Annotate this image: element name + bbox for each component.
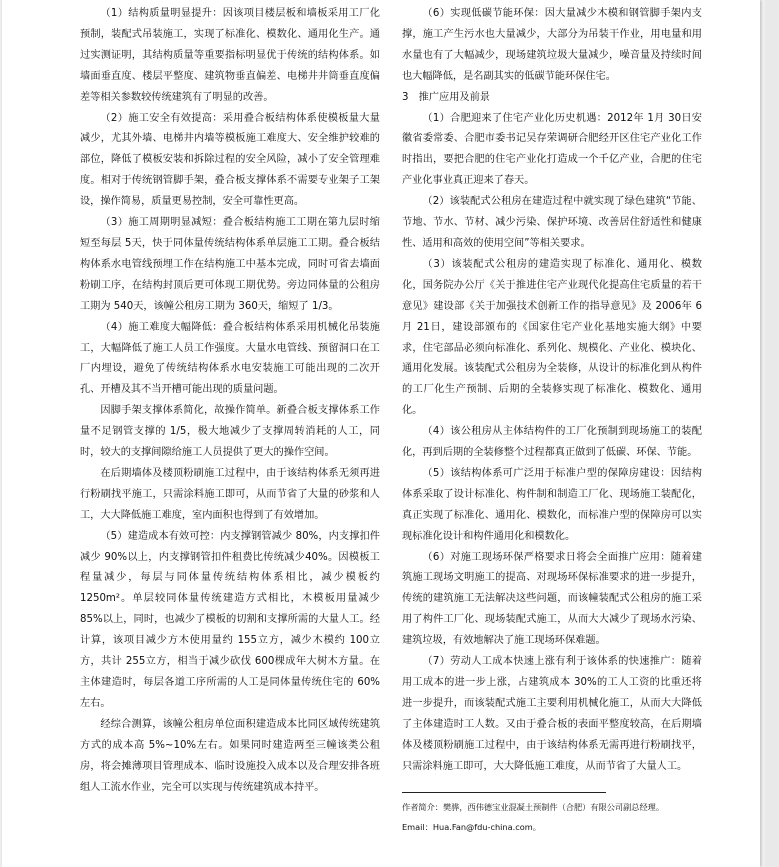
author-bio: 作者简介：樊骅，西伟德宝业混凝土预制件（合肥）有限公司副总经理。: [402, 801, 665, 812]
paragraph-green-building: （2）该装配式公租房在建造过程中就实现了绿色建筑“节能、节地、节水、节材、减少污染、保护环境、改善居住舒适性和健康性、适用和高效的使用空间”等相关要求。: [402, 196, 702, 249]
paragraph-cost-control: （5）建造成本有效可控：内支撑钢管减少 80%，内支撑扣件减少 90%以上，内支撑钢管扣件租费比传统减少40%。因模板工程量减少，每层与同体量传统结构体系相比，减少模板约 1250m²。单层较同体量传统建造方式相比，木模板用量减少 85%以上，同时，也减少了模板的切割和支撑所需的大量人工。经计算，该项目减少方木使用量约 155立方，减少木模约 100立方，共计 255立方，相当于减少砍伐 600棵成年大树木方量。在主体建造时，每层各道工序所需的人工是同体量传统住宅的 60%左右。: [80, 530, 380, 709]
paragraph-labor-cost: （7）劳动人工成本快速上涨有利于该体系的快速推广：随着用工成本的进一步上涨，占建筑成本 30%的工人工资的比重还将进一步提升，而该装配式施工主要利用机械化施工，从而大大降低了主体建造时工人数。又由于叠合板的表面平整度较高，在后期墙体及楼顶粉刷施工过程中，由于该结构体系无需再进行粉刷找平，只需涂料施工即可，大大降低施工难度，从而节省了大量人工。: [402, 656, 702, 772]
paragraph-construction-period: （3）施工周期明显减短：叠合板结构施工工期在第九层时缩短至每层 5天，快于同体量传统结构体系单层施工工期。叠合板结构体系水电管线预埋工作在结构施工中基本完成，同时可省去墙面粉刷工序，在结构封顶后更可体现工期优势。旁边同体量的公租房工期为 540天，该幢公租房工期为 360天，缩短了 1/3。: [80, 217, 380, 312]
footnote-divider: [402, 792, 606, 793]
paragraph-hefei-opportunity: （1）合肥迎来了住宅产业化历史机遇：2012年 1月 30日安徽省委常委、合肥市委书记吴存荣调研合肥经开区住宅产业化工作时指出，要把合肥的住宅产业化打造成一个千亿产业，合肥的住宅产业化事业真正迎来了春天。: [402, 112, 702, 187]
document-page: [2, 0, 760, 867]
paragraph-assembly: （4）该公租房从主体结构件的工厂化预制到现场施工的装配化，再到后期的全装修整个过程都真正做到了低碳、环保、节能。: [402, 426, 702, 459]
paragraph-scaffold-support: 因脚手架支撑体系简化，故操作简单。新叠合板支撑体系工作量不足钢管支撑的 1/5，极大地减少了支撑周转消耗的人工，同时，较大的支撑间隙给施工人员提供了更大的操作空间。: [80, 405, 380, 459]
paragraph-structure-quality: （1）结构质量明显提升：因该项目楼层板和墙板采用工厂化预制，装配式吊装施工，实现了标准化、模数化、通用化生产。通过实测证明，其结构质量等重要指标明显优于传统的结构体系。如墙面垂直度、楼层平整度、建筑物垂直偏差、电梯井井筒垂直度偏差等相关参数较传统建筑有了明显的改善。: [80, 8, 380, 103]
section-heading: 3 推广应用及前景: [402, 91, 490, 103]
paragraph-site-environment: （6）对施工现场环保严格要求日将会全面推广应用：随着建筑施工现场文明施工的提高、对现场环保标准要求的进一步提升，传统的建筑施工无法解决这些问题，而该幢装配式公租房的施工采用了构件工厂化、现场装配式施工，从而大大减少了现场水污染、建筑垃圾，有效地解决了施工现场环保难题。: [402, 551, 702, 647]
paragraph-construction-difficulty: （4）施工难度大幅降低：叠合板结构体系采用机械化吊装施工，大幅降低了施工人员工作强度。大量水电管线、预留洞口在工厂内埋设，避免了传统结构体系水电安装施工可能出现的二次开孔、开槽及其不当开槽可能出现的质量问题。: [80, 321, 380, 396]
paragraph-plastering: 在后期墙体及楼顶粉刷施工过程中，由于该结构体系无须再进行粉刷找平施工，只需涂料施工即可，从而节省了大量的砂浆和人工，大大降低施工难度，室内面积也得到了有效增加。: [80, 467, 380, 521]
right-column: [402, 4, 702, 837]
left-column: [80, 4, 380, 798]
paragraph-cost-summary: 经综合测算，该幢公租房单位面积建造成本比同区域传统建筑方式的成本高 5%~10%左右。如果同时建造两至三幢该类公租房，将会摊薄项目管理成本、临时设施投入成本以及合理安排各班组人工流水作业，完全可以实现与传统建筑成本持平。: [80, 718, 380, 793]
paragraph-construction-safety: （2）施工安全有效提高：采用叠合板结构体系使模板量大量减少，尤其外墙、电梯井内墙等模板施工难度大、安全维护较难的部位，降低了模板安装和拆除过程的安全风险，减小了安全管理难度。相对于传统钢管脚手架，叠合板支撑体系不需要专业架子工架设，操作简易，质量更易控制，安全可靠性更高。: [80, 112, 380, 208]
paragraph-affordable-housing: （5）该结构体系可广泛用于标准户型的保障房建设：因结构体系采取了设计标准化、构件制和制造工厂化、现场施工装配化，真正实现了标准化、通用化、模数化，而标准户型的保障房可以实现标准化设计和构件通用化和模数化。: [402, 467, 702, 542]
paragraph-low-carbon: （6）实现低碳节能环保：因大量减少木模和钢管脚手架内支撑，施工产生污水也大量减少，大部分为吊装干作业，用电量和用水量也有了大幅减少，现场建筑垃圾大量减少，噪音量及持续时间也大幅降低，是名副其实的低碳节能环保住宅。: [402, 8, 702, 82]
vertical-scrollbar[interactable]: [765, 0, 779, 867]
paragraph-standardization: （3）该装配式公租房的建造实现了标准化、通用化、模数化，国务院办公厅《关于推进住宅产业现代化提高住宅质量的若干意见》建设部《关于加强技术创新工作的指导意见》及 2006年 6月 21日，建设部颁布的《国家住宅产业化基地实施大纲》中要求，住宅部品必须向标准化、系列化、规模化、产业化、模块化、通用化发展。该装配式公租房为全装修，从设计的标准化到从构件的工厂化生产预制、后期的全装修实现了标准化、模数化、通用化。: [402, 258, 702, 417]
author-email: Email：Hua.Fan@fdu-china.com。: [402, 821, 541, 832]
